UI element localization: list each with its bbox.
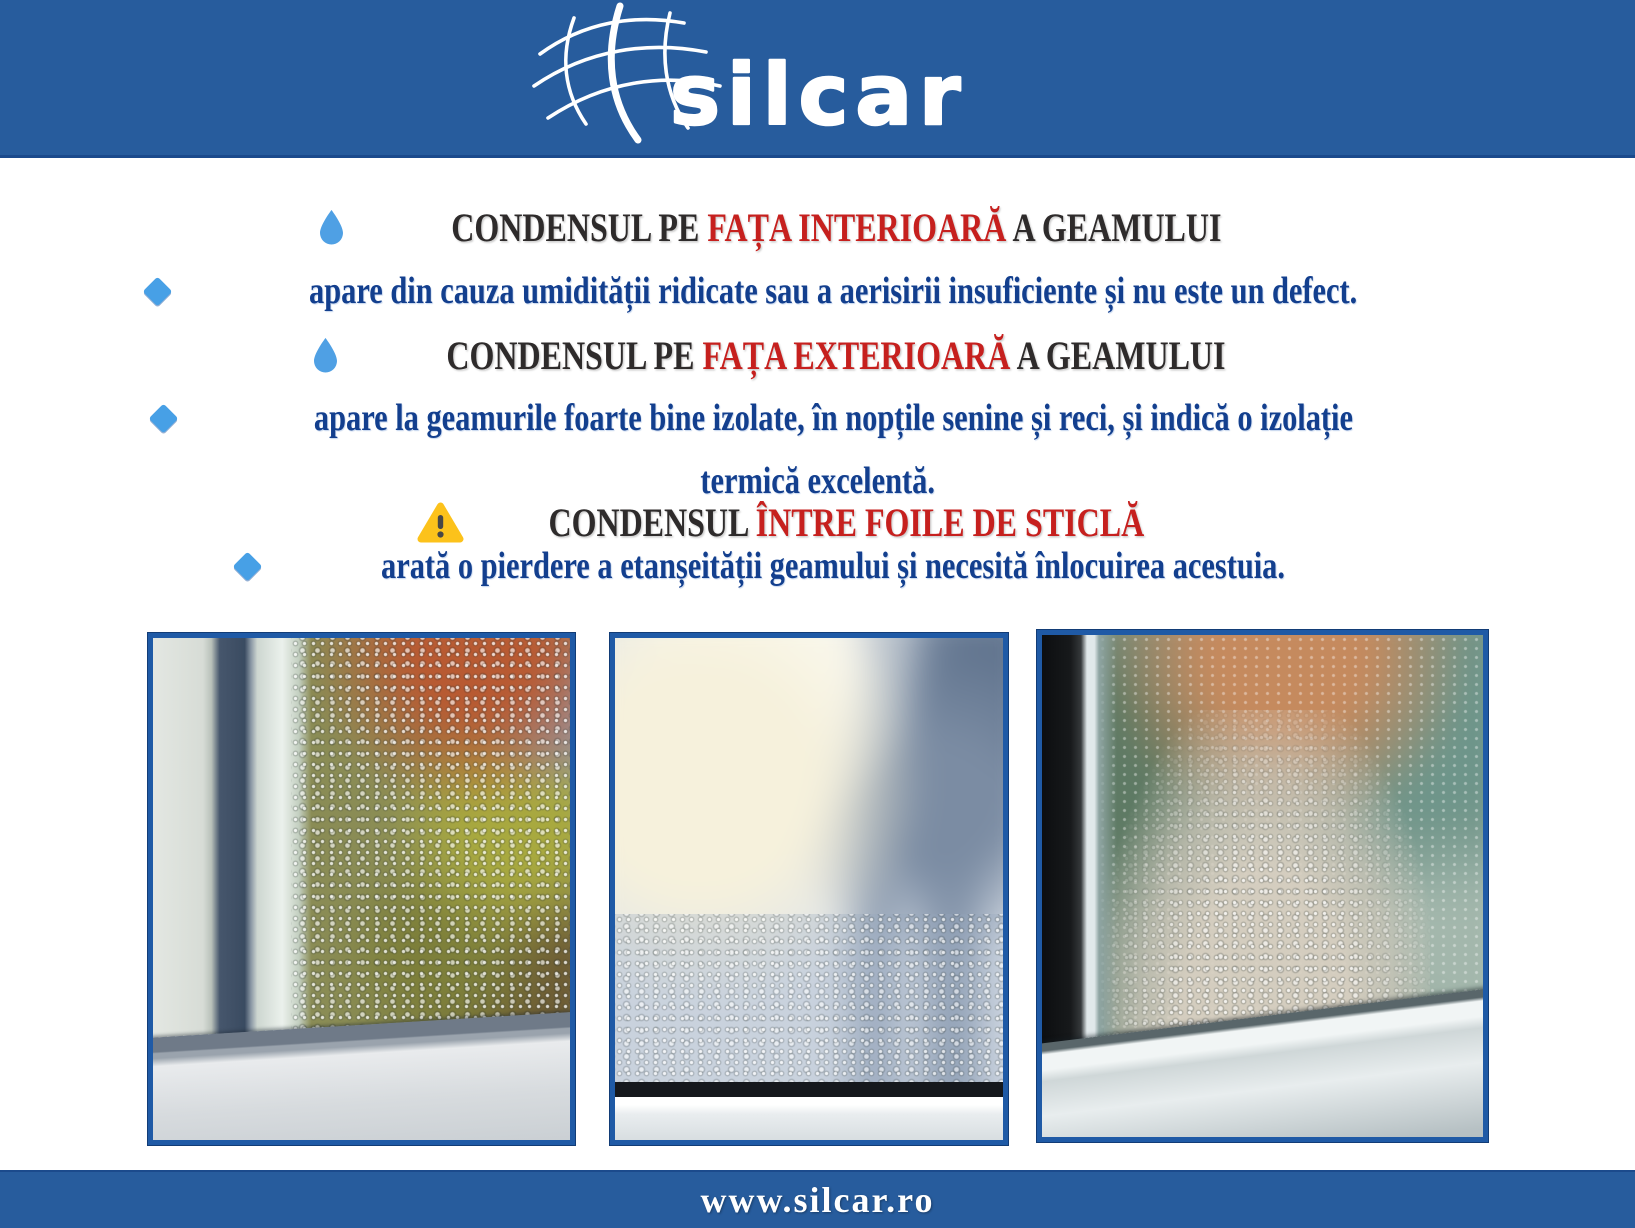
droplet-icon [318, 209, 345, 246]
footer-band [0, 1170, 1635, 1228]
bullet-exterior-cause [0, 393, 1635, 443]
heading-prefix: CONDENSUL PE [450, 204, 707, 250]
heading-interior-condensation [0, 202, 1635, 252]
diamond-bullet-icon [143, 276, 173, 306]
heading-highlight: FAȚA INTERIOARĂ [706, 204, 1006, 250]
bullet-text-continued: termică excelentă. [700, 460, 935, 502]
photo2-droplets-layer [615, 914, 1003, 1085]
heading-text [548, 499, 1144, 546]
logo-wordmark: silcar [670, 46, 968, 144]
photo2-gasket-strip [615, 1082, 1003, 1097]
heading-text [446, 332, 1225, 379]
droplet-icon [312, 337, 339, 374]
photo-between-panes-condensation [1037, 630, 1488, 1142]
heading-text [451, 204, 1221, 251]
heading-highlight: FAȚA EXTERIOARĂ [702, 332, 1011, 378]
photo2-window-sill [615, 1097, 1003, 1140]
diamond-bullet-icon [233, 551, 263, 581]
heading-exterior-condensation [0, 330, 1635, 380]
bullet-between-panes-consequence [0, 541, 1635, 591]
heading-suffix: A GEAMULUI [1005, 204, 1222, 250]
warning-icon [417, 501, 464, 544]
heading-suffix: A GEAMULUI [1010, 332, 1226, 378]
photo-interior-condensation [148, 633, 575, 1145]
heading-prefix: CONDENSUL [548, 499, 756, 545]
heading-between-panes-condensation [0, 497, 1635, 547]
net-grid-icon [512, 0, 1012, 152]
silcar-logo [512, 0, 1012, 152]
heading-prefix: CONDENSUL PE [446, 332, 703, 378]
bullet-text: apare din cauza umidității ridicate sau a aerisirii insuficiente și nu este un defect. [308, 270, 1358, 312]
photo3-window-frame [1042, 635, 1117, 1072]
heading-highlight: ÎNTRE FOILE DE STICLĂ [755, 499, 1144, 545]
photo1-droplets-layer [291, 638, 570, 1050]
header-band [0, 0, 1635, 158]
footer-url[interactable]: www.silcar.ro [700, 1180, 935, 1220]
bullet-text: apare la geamurile foarte bine izolate, în nopțile senine și reci, și indică o izolație [313, 397, 1353, 439]
photo-exterior-condensation [610, 633, 1008, 1145]
diamond-bullet-icon [148, 403, 178, 433]
bullet-interior-cause [0, 266, 1635, 316]
bullet-text: arată o pierdere a etanșeității geamului și necesită înlocuirea acestuia. [380, 545, 1285, 587]
